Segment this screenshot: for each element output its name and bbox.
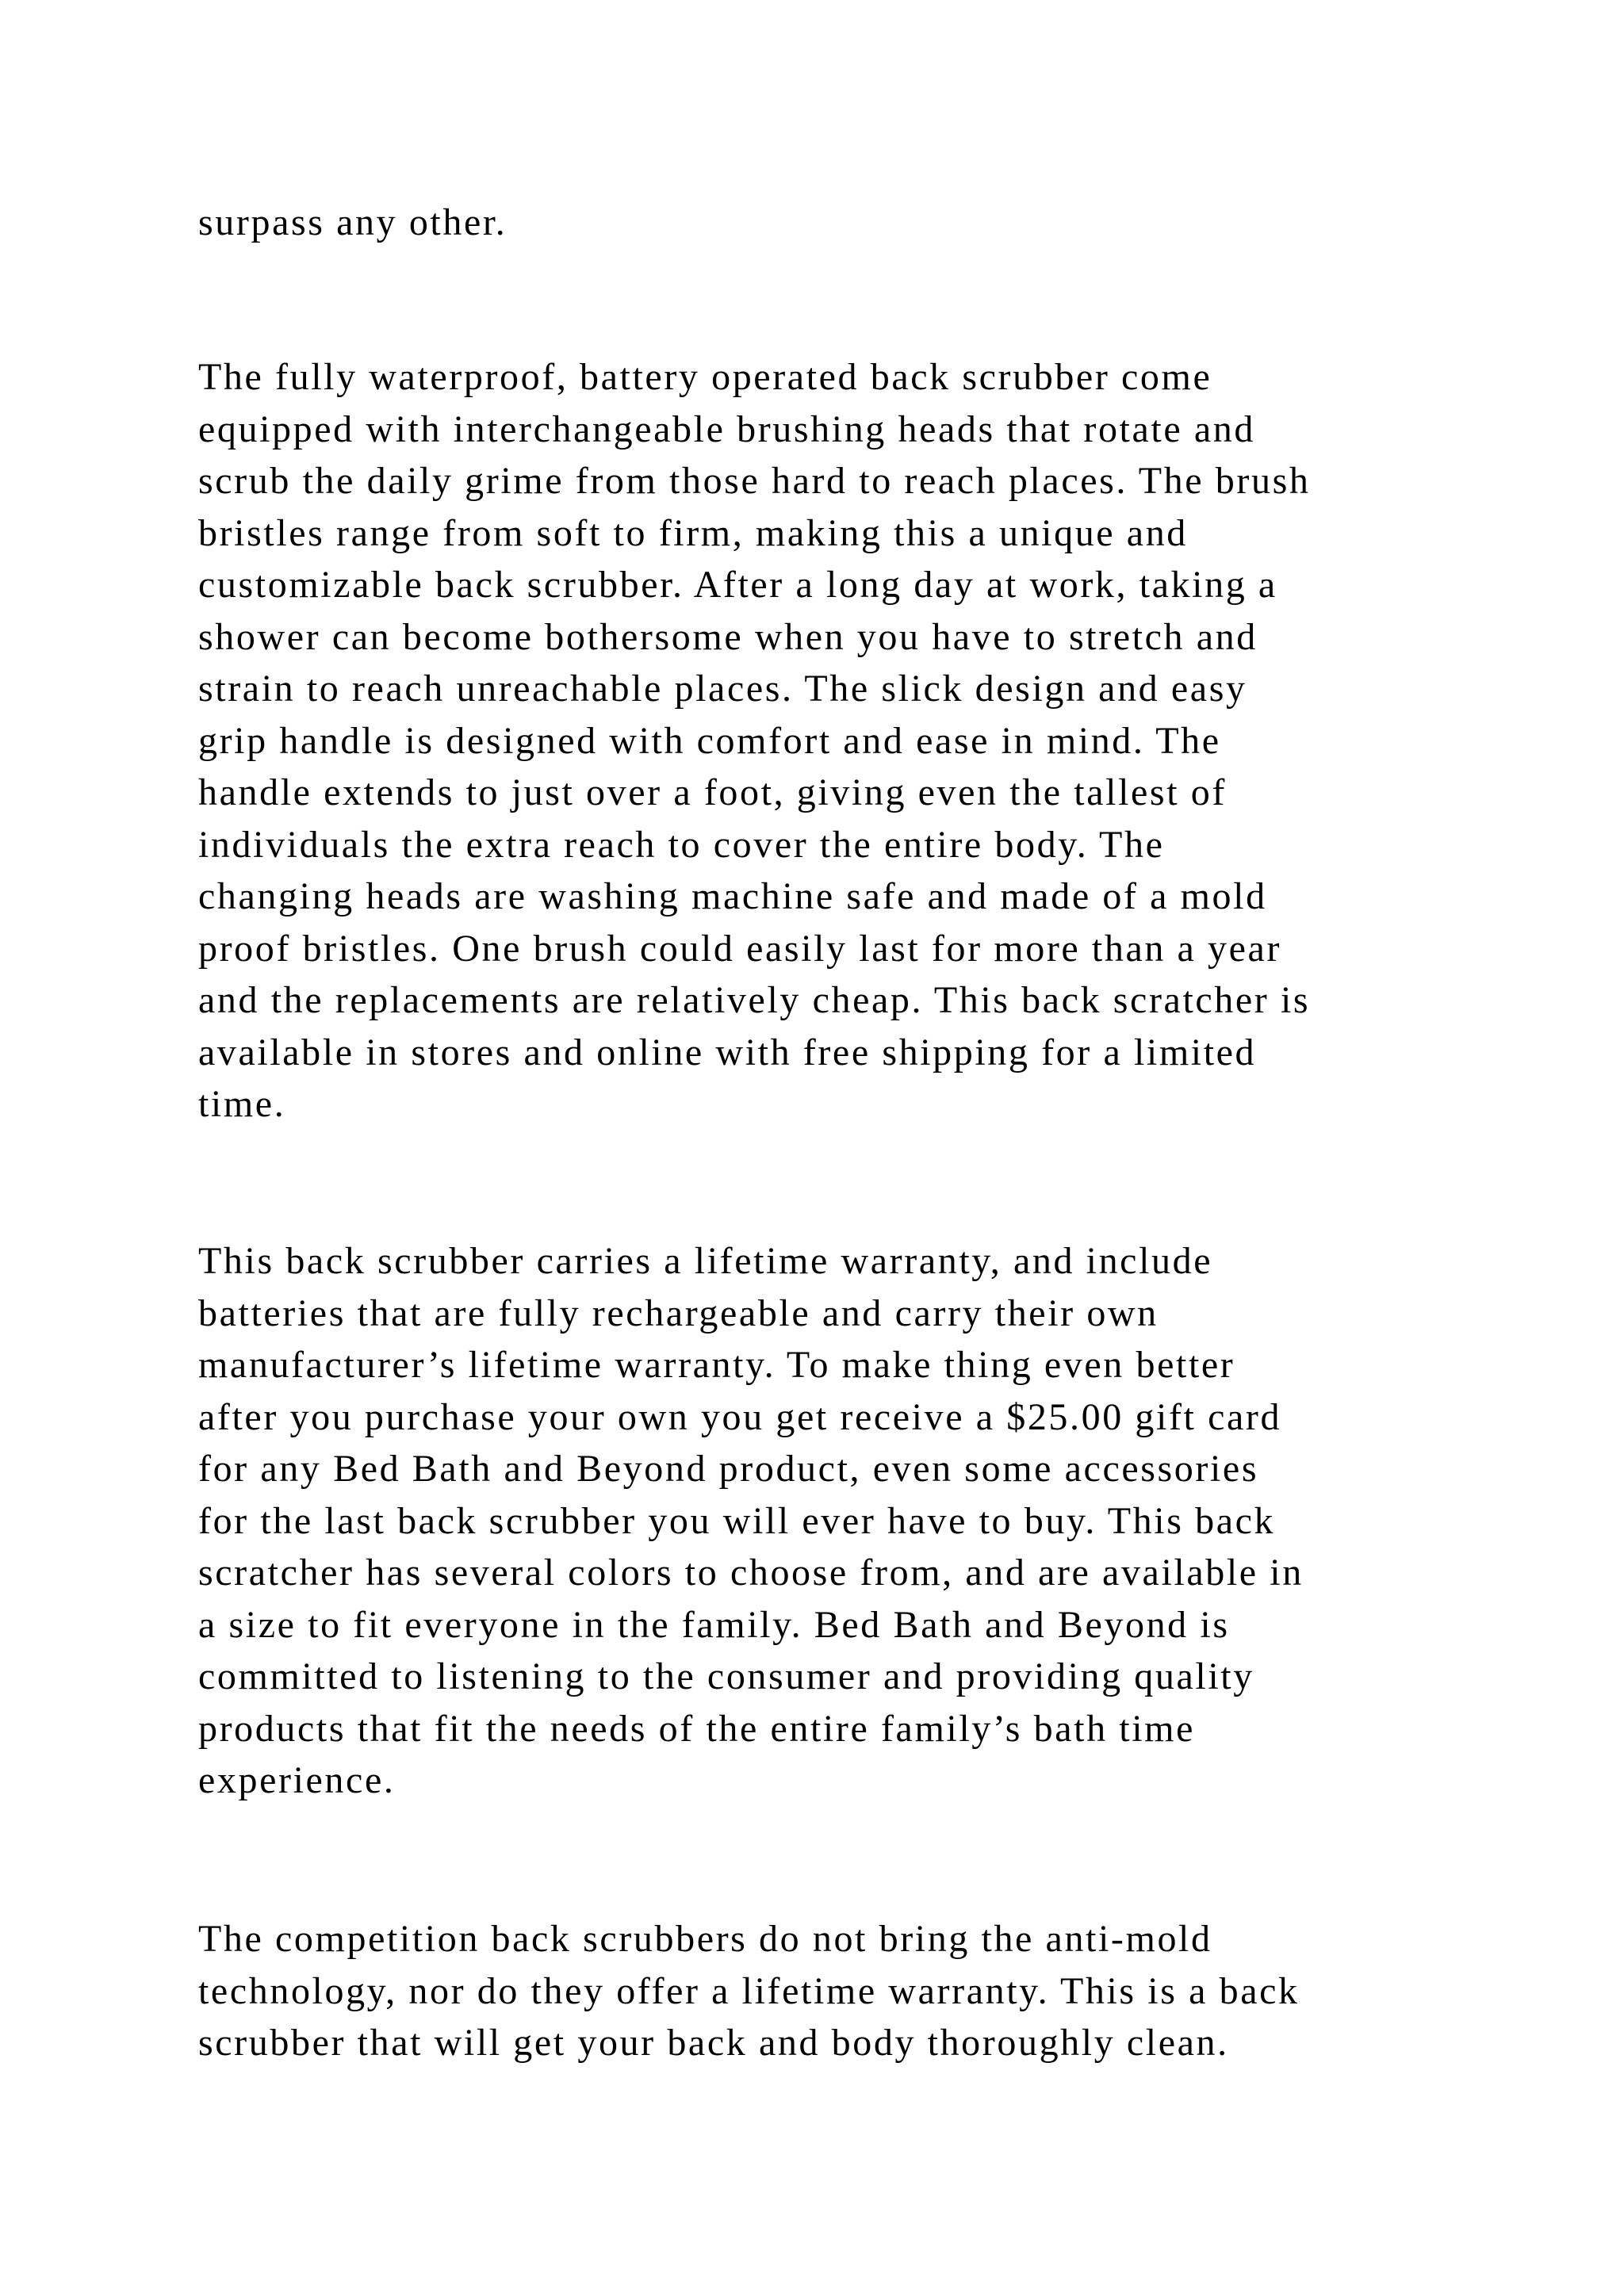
text-line: batteries that are fully rechargeable and carry their own xyxy=(198,1292,1159,1334)
text-line: handle extends to just over a foot, giving even the tallest of xyxy=(198,771,1227,813)
text-line: scrub the daily grime from those hard to reach places. The brush xyxy=(198,460,1311,502)
text-line: This back scrubber carries a lifetime warranty, and include xyxy=(198,1240,1213,1282)
text-line: strain to reach unreachable places. The slick design and easy xyxy=(198,668,1247,710)
text-line: scrubber that will get your back and body thoroughly clean. xyxy=(198,2022,1229,2064)
text-line: equipped with interchangeable brushing heads that rotate and xyxy=(198,408,1255,450)
paragraph xyxy=(198,1235,1546,1807)
paragraph xyxy=(198,1913,1546,2069)
text-line: for the last back scrubber you will ever have to buy. This back xyxy=(198,1499,1276,1542)
text-line: after you purchase your own you get receive a $25.00 gift card xyxy=(198,1395,1282,1438)
text-line: individuals the extra reach to cover the entire body. The xyxy=(198,823,1165,866)
text-line: shower can become bothersome when you have to stretch and xyxy=(198,615,1258,658)
text-line: for any Bed Bath and Beyond product, even some accessories xyxy=(198,1448,1259,1490)
text-line: The competition back scrubbers do not bring the anti-mold xyxy=(198,1918,1212,1960)
text-line: The fully waterproof, battery operated back scrubber come xyxy=(198,356,1212,398)
text-line: and the replacements are relatively cheap. This back scratcher is xyxy=(198,979,1311,1021)
text-line: technology, nor do they offer a lifetime warranty. This is a back xyxy=(198,1969,1300,2012)
text-line: committed to listening to the consumer and providing quality xyxy=(198,1655,1254,1697)
text-line: a size to fit everyone in the family. Bed Bath and Beyond is xyxy=(198,1603,1230,1646)
paragraph xyxy=(198,197,1546,249)
text-line: manufacturer’s lifetime warranty. To make thing even better xyxy=(198,1344,1235,1386)
text-line: available in stores and online with free shipping for a limited xyxy=(198,1031,1257,1073)
text-line: experience. xyxy=(198,1759,396,1801)
text-line: products that fit the needs of the entire family’s bath time xyxy=(198,1707,1196,1750)
text-line: time. xyxy=(198,1083,286,1125)
paragraph xyxy=(198,351,1546,1131)
text-line: surpass any other. xyxy=(198,201,508,243)
text-line: proof bristles. One brush could easily last for more than a year xyxy=(198,927,1282,970)
text-line: customizable back scrubber. After a long day at work, taking a xyxy=(198,564,1277,606)
text-line: changing heads are washing machine safe and made of a mold xyxy=(198,875,1267,917)
text-line: bristles range from soft to firm, making this a unique and xyxy=(198,511,1188,554)
text-line: grip handle is designed with comfort and ease in mind. The xyxy=(198,719,1221,762)
text-line: scratcher has several colors to choose from, and are available in xyxy=(198,1552,1304,1594)
